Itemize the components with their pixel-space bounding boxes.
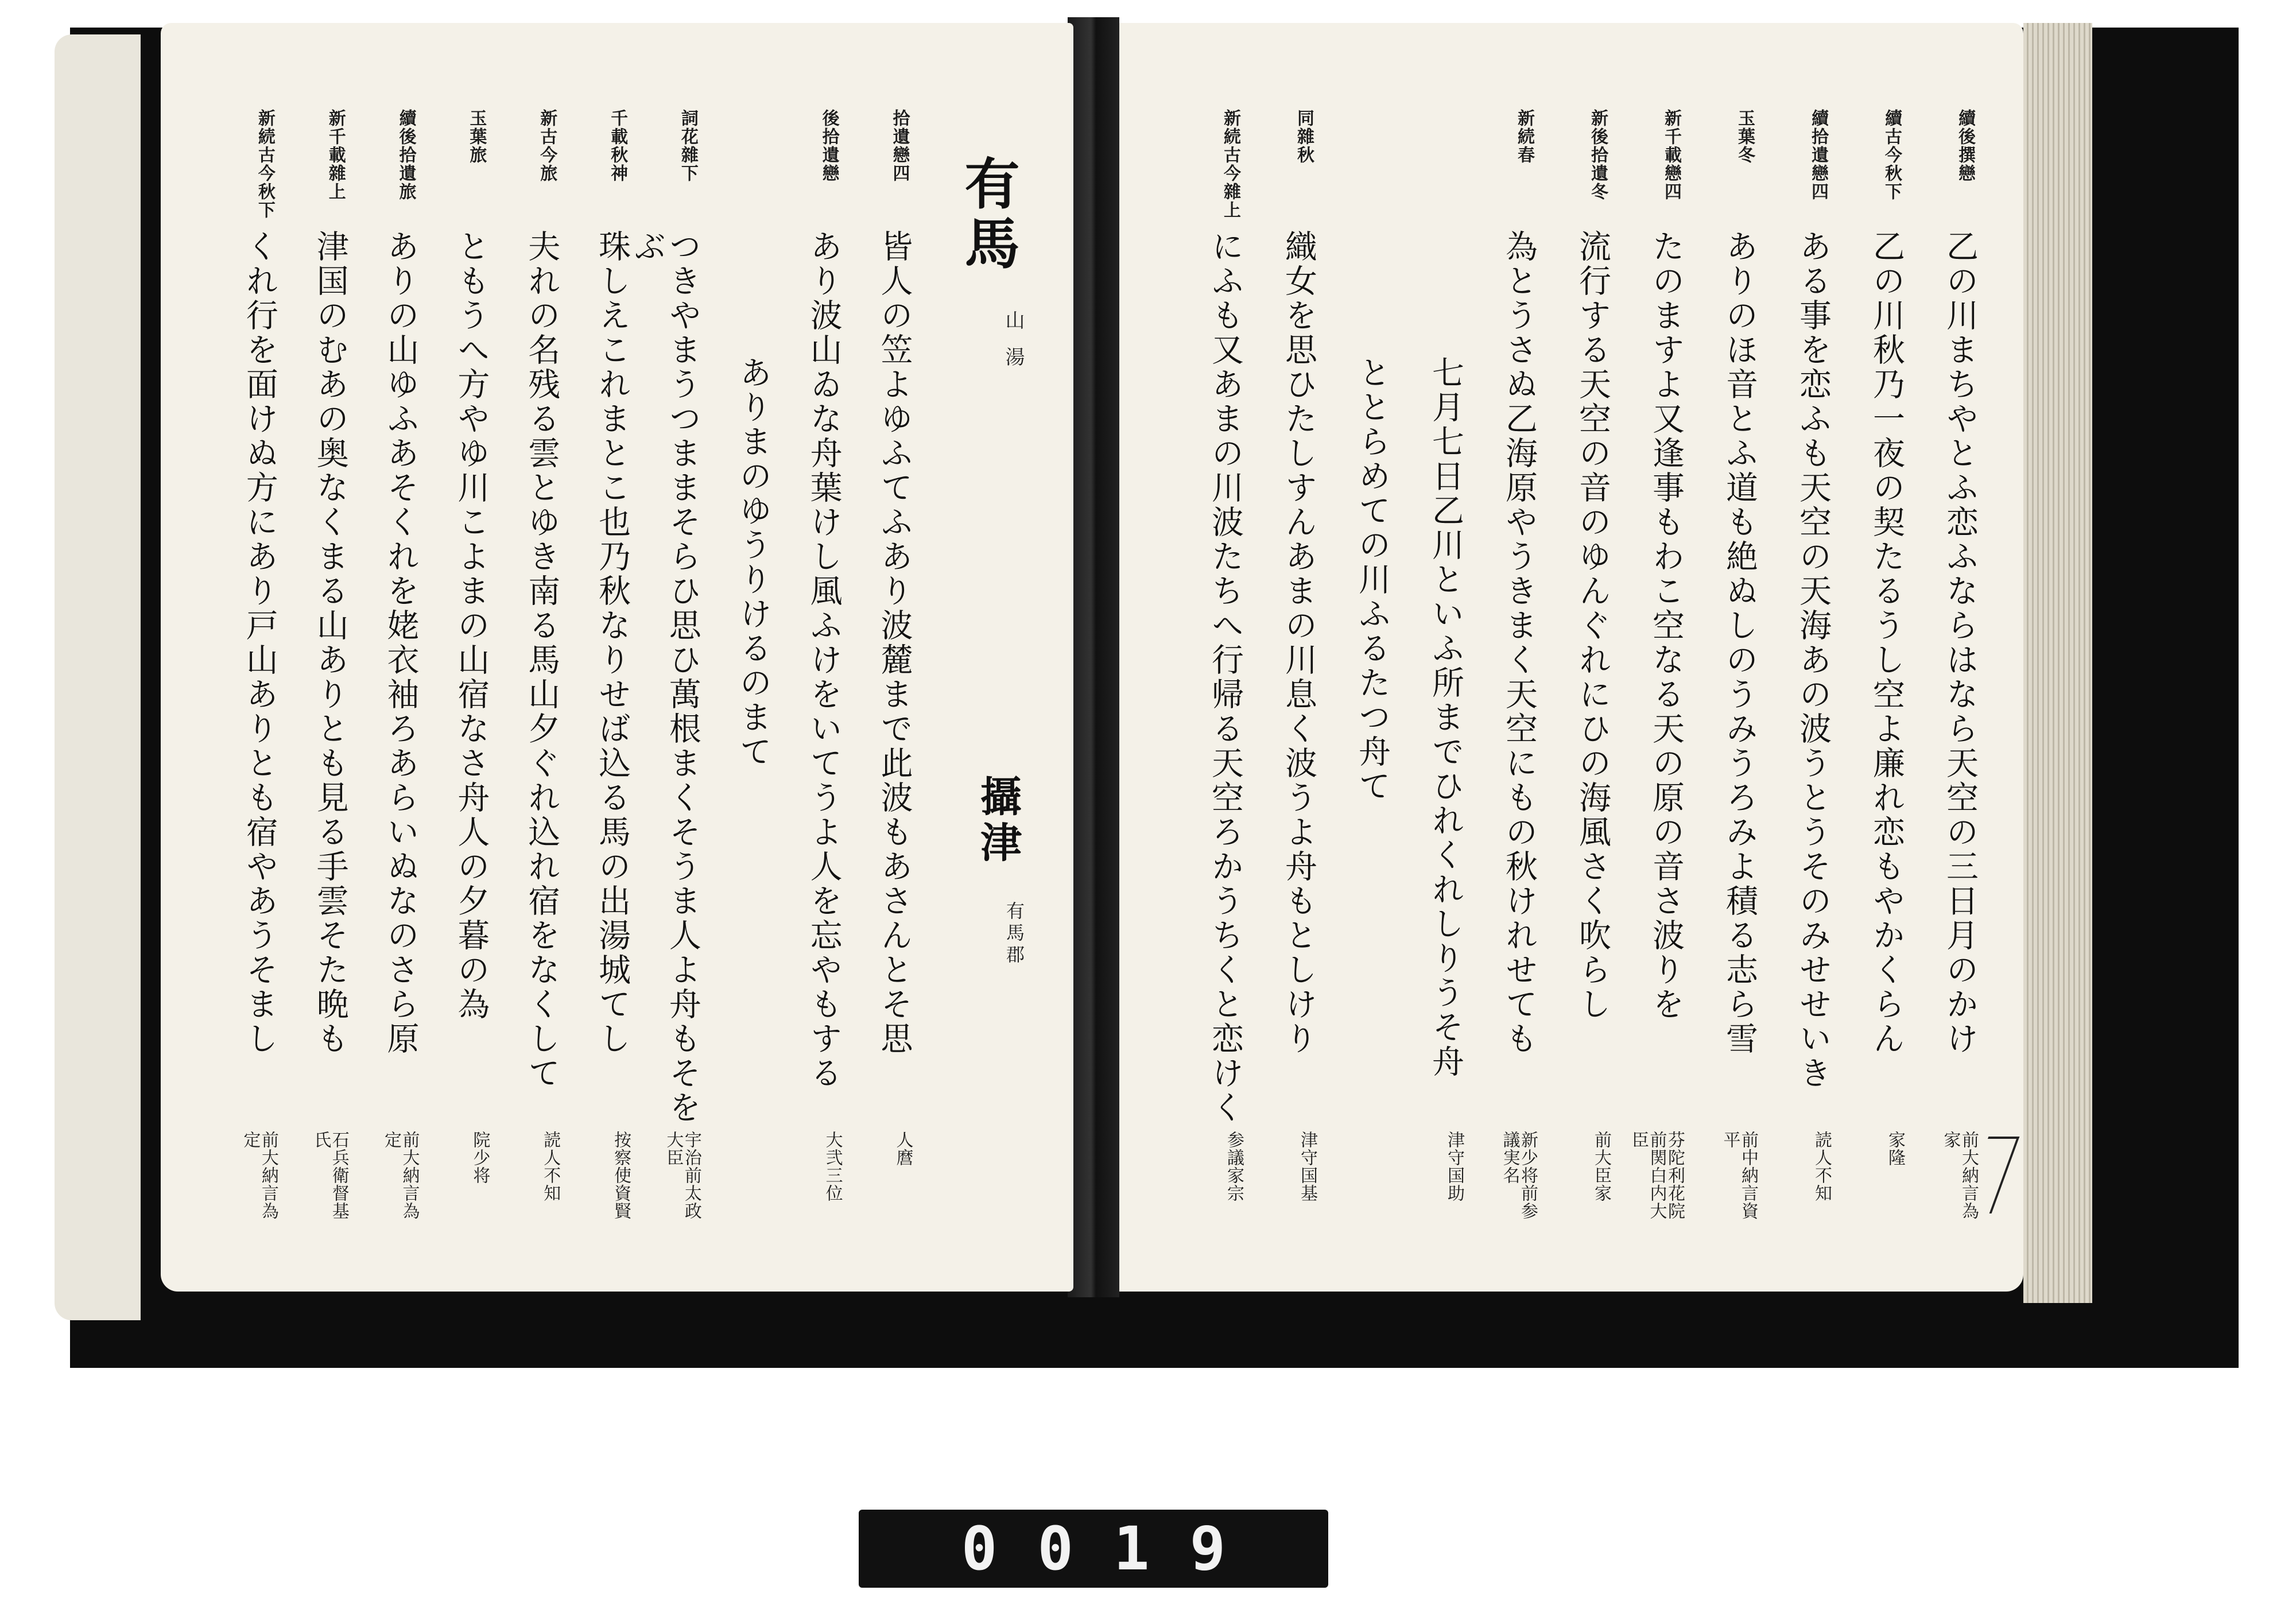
poem-source: 新千載戀四: [1661, 109, 1681, 201]
poem-author: [1327, 1131, 1390, 1223]
poem-source: [703, 109, 771, 230]
poem-text: 織女を思ひたしすんあまの川息く波うよ舟もとしけり: [1280, 230, 1317, 1056]
poem-author: [711, 1131, 771, 1223]
poem-author: 芬陀利花院前関白内大臣: [1628, 1131, 1685, 1220]
poem-text: ありのほ音とふ道も絶ぬしのうみうろみよ積る志ら雪: [1721, 230, 1758, 1056]
poem-text: つきやまうつままそらひ思ひ萬根まくそうま人よ舟もそをぶ: [629, 230, 701, 1125]
poem-text: 乙の川まちやとふ恋ふならはなら天空の三日月のかけ: [1941, 230, 1979, 1056]
poem-author: 人麿: [893, 1131, 913, 1166]
poem-text: 流行する天空の音のゆんぐれにひの海風さく吹らし: [1574, 230, 1611, 1022]
poem-entry: [630, 109, 700, 1223]
poem-author: 前大臣家: [1591, 1131, 1611, 1202]
poem-source: 新続春: [1514, 109, 1534, 164]
poem-text: 皆人の笠よゆふてふあり波麓まで此波もあさんとそ思: [875, 230, 913, 1056]
poem-author: 按察使資賢: [611, 1131, 631, 1220]
poem-entry: [1757, 109, 1830, 1223]
poem-source: 拾遺戀四: [889, 109, 910, 183]
poem-entry: [1904, 109, 1977, 1223]
poem-author: 家隆: [1885, 1131, 1905, 1166]
poem-entry: [207, 109, 277, 1223]
poem-author: 読人不知: [1812, 1131, 1832, 1202]
poem-source: 新後拾遺冬: [1588, 109, 1608, 201]
poem-source: 玉葉旅: [466, 109, 487, 164]
poem-author: 院少将: [470, 1131, 490, 1184]
poem-text: ととらめての川ふるたつ舟て: [1353, 356, 1391, 804]
poem-text: 乙の川秋乃一夜の契たるうし空よ廉れ恋もやかくらん: [1868, 230, 1905, 1056]
poem-author: 前中納言資平: [1720, 1131, 1758, 1220]
poem-text: 七月七日乙川といふ所までひれくれしりうそ舟: [1427, 356, 1464, 1079]
district-name: 有馬郡: [1003, 901, 1025, 967]
left-page: [161, 23, 1073, 1292]
poem-entry: [488, 109, 559, 1223]
poem-author: 前大納言為定: [240, 1131, 278, 1220]
poem-text: ありの山ゆふあそくれを姥衣袖ろあらいぬなのさら原: [382, 230, 420, 1056]
poem-source: 新続古今雜上: [1220, 109, 1240, 219]
poem-author: 津守国基: [1297, 1131, 1317, 1202]
book-gutter: [1068, 17, 1119, 1297]
poem-source: 詞花雜下: [677, 109, 698, 183]
poem-author: 津守国助: [1444, 1131, 1464, 1202]
province-name: 攝津: [974, 775, 1022, 867]
place-subtitle: 山湯: [1002, 310, 1025, 383]
poem-source: 後拾遺戀: [819, 109, 839, 183]
poem-source: 新続古今秋下: [254, 109, 275, 219]
poem-author: 参議家宗: [1224, 1131, 1244, 1202]
poem-text: 夫れの名残る雲とゆき南る馬山夕ぐれ込れ宿をなくして: [523, 230, 561, 1091]
right-page: [1111, 23, 2023, 1292]
folio-number: 0019: [961, 1514, 1266, 1584]
poem-text: ある事を恋ふも天空の天海あの波うとうそのみせせいき: [1794, 230, 1832, 1091]
poem-text: ありまのゆうりけるのまて: [734, 356, 772, 769]
poem-entry: [559, 109, 630, 1223]
place-heading: [912, 109, 1027, 1223]
poem-entry: [700, 109, 771, 1223]
poem-source: 同雜秋: [1294, 109, 1314, 164]
poem-author: 前大納言為定: [381, 1131, 420, 1220]
book-edge-right: [2023, 23, 2092, 1303]
poem-source: 新古今旅: [537, 109, 557, 183]
poem-source: [1392, 109, 1463, 230]
place-title: 有馬: [956, 155, 1021, 274]
poem-entry: [1169, 109, 1243, 1223]
poem-text: ともうへ方やゆ川こよまの山宿なさ舟人の夕暮の為: [452, 230, 490, 1022]
poem-entry: [418, 109, 489, 1223]
poem-text: にふも又あまの川波たちへ行帰る天空ろかうちくと恋けく: [1207, 230, 1244, 1125]
poem-author: 大弐三位: [822, 1131, 843, 1202]
poem-text: 津国のむあの奥なくまる山ありとも見る手雲そた晩も: [311, 230, 349, 1056]
poem-text: 為とうさぬ乙海原やうきまく天空にもの秋けれせても: [1500, 230, 1538, 1056]
poem-entry: [1684, 109, 1757, 1223]
poem-entry: [1610, 109, 1684, 1223]
poem-source: 續後拾遺旅: [395, 109, 416, 201]
poem-entry: [1243, 109, 1316, 1223]
poem-entry: [771, 109, 841, 1223]
poem-author: 石兵衛督基氏: [311, 1131, 349, 1220]
book-edge-left: [55, 34, 141, 1320]
left-page-columns: [207, 109, 1027, 1223]
poem-source: [1318, 109, 1390, 230]
poem-source: 新千載雜上: [325, 109, 346, 201]
poem-entry: [1830, 109, 1904, 1223]
poem-entry: [841, 109, 912, 1223]
poem-entry: [1390, 109, 1463, 1223]
poem-entry: [277, 109, 348, 1223]
poem-author: 前大納言為家: [1940, 1131, 1979, 1220]
poem-source: 續古今秋下: [1882, 109, 1902, 201]
poem-source: 千載秋神: [607, 109, 628, 183]
poem-entry: [1537, 109, 1610, 1223]
poem-author: 読人不知: [540, 1131, 561, 1202]
right-page-columns: [1157, 109, 1977, 1223]
poem-text: 珠しえこれまとこ也乃秋なりせば込る馬の出湯城てし: [594, 230, 631, 1056]
poem-text: あり波山ゐな舟葉けし風ふけをいてうよ人を忘やもする: [805, 230, 843, 1091]
poem-source: 續後撰戀: [1955, 109, 1975, 183]
folio-number-plate: [859, 1510, 1328, 1588]
poem-author: 宇治前太政大臣: [663, 1131, 701, 1220]
poem-source: 續拾遺戀四: [1808, 109, 1828, 201]
poem-text: くれ行を面けぬ方にあり戸山ありとも宿やあうそまし: [241, 230, 278, 1056]
poem-author: 新少将前参議実名: [1499, 1131, 1538, 1220]
poem-entry: [1316, 109, 1390, 1223]
poem-entry: [1463, 109, 1537, 1223]
poem-entry: [348, 109, 418, 1223]
poem-source: 玉葉冬: [1735, 109, 1755, 164]
poem-text: たのますよ又逢事もわこ空なる天の原の音さ波りを: [1647, 230, 1685, 1022]
